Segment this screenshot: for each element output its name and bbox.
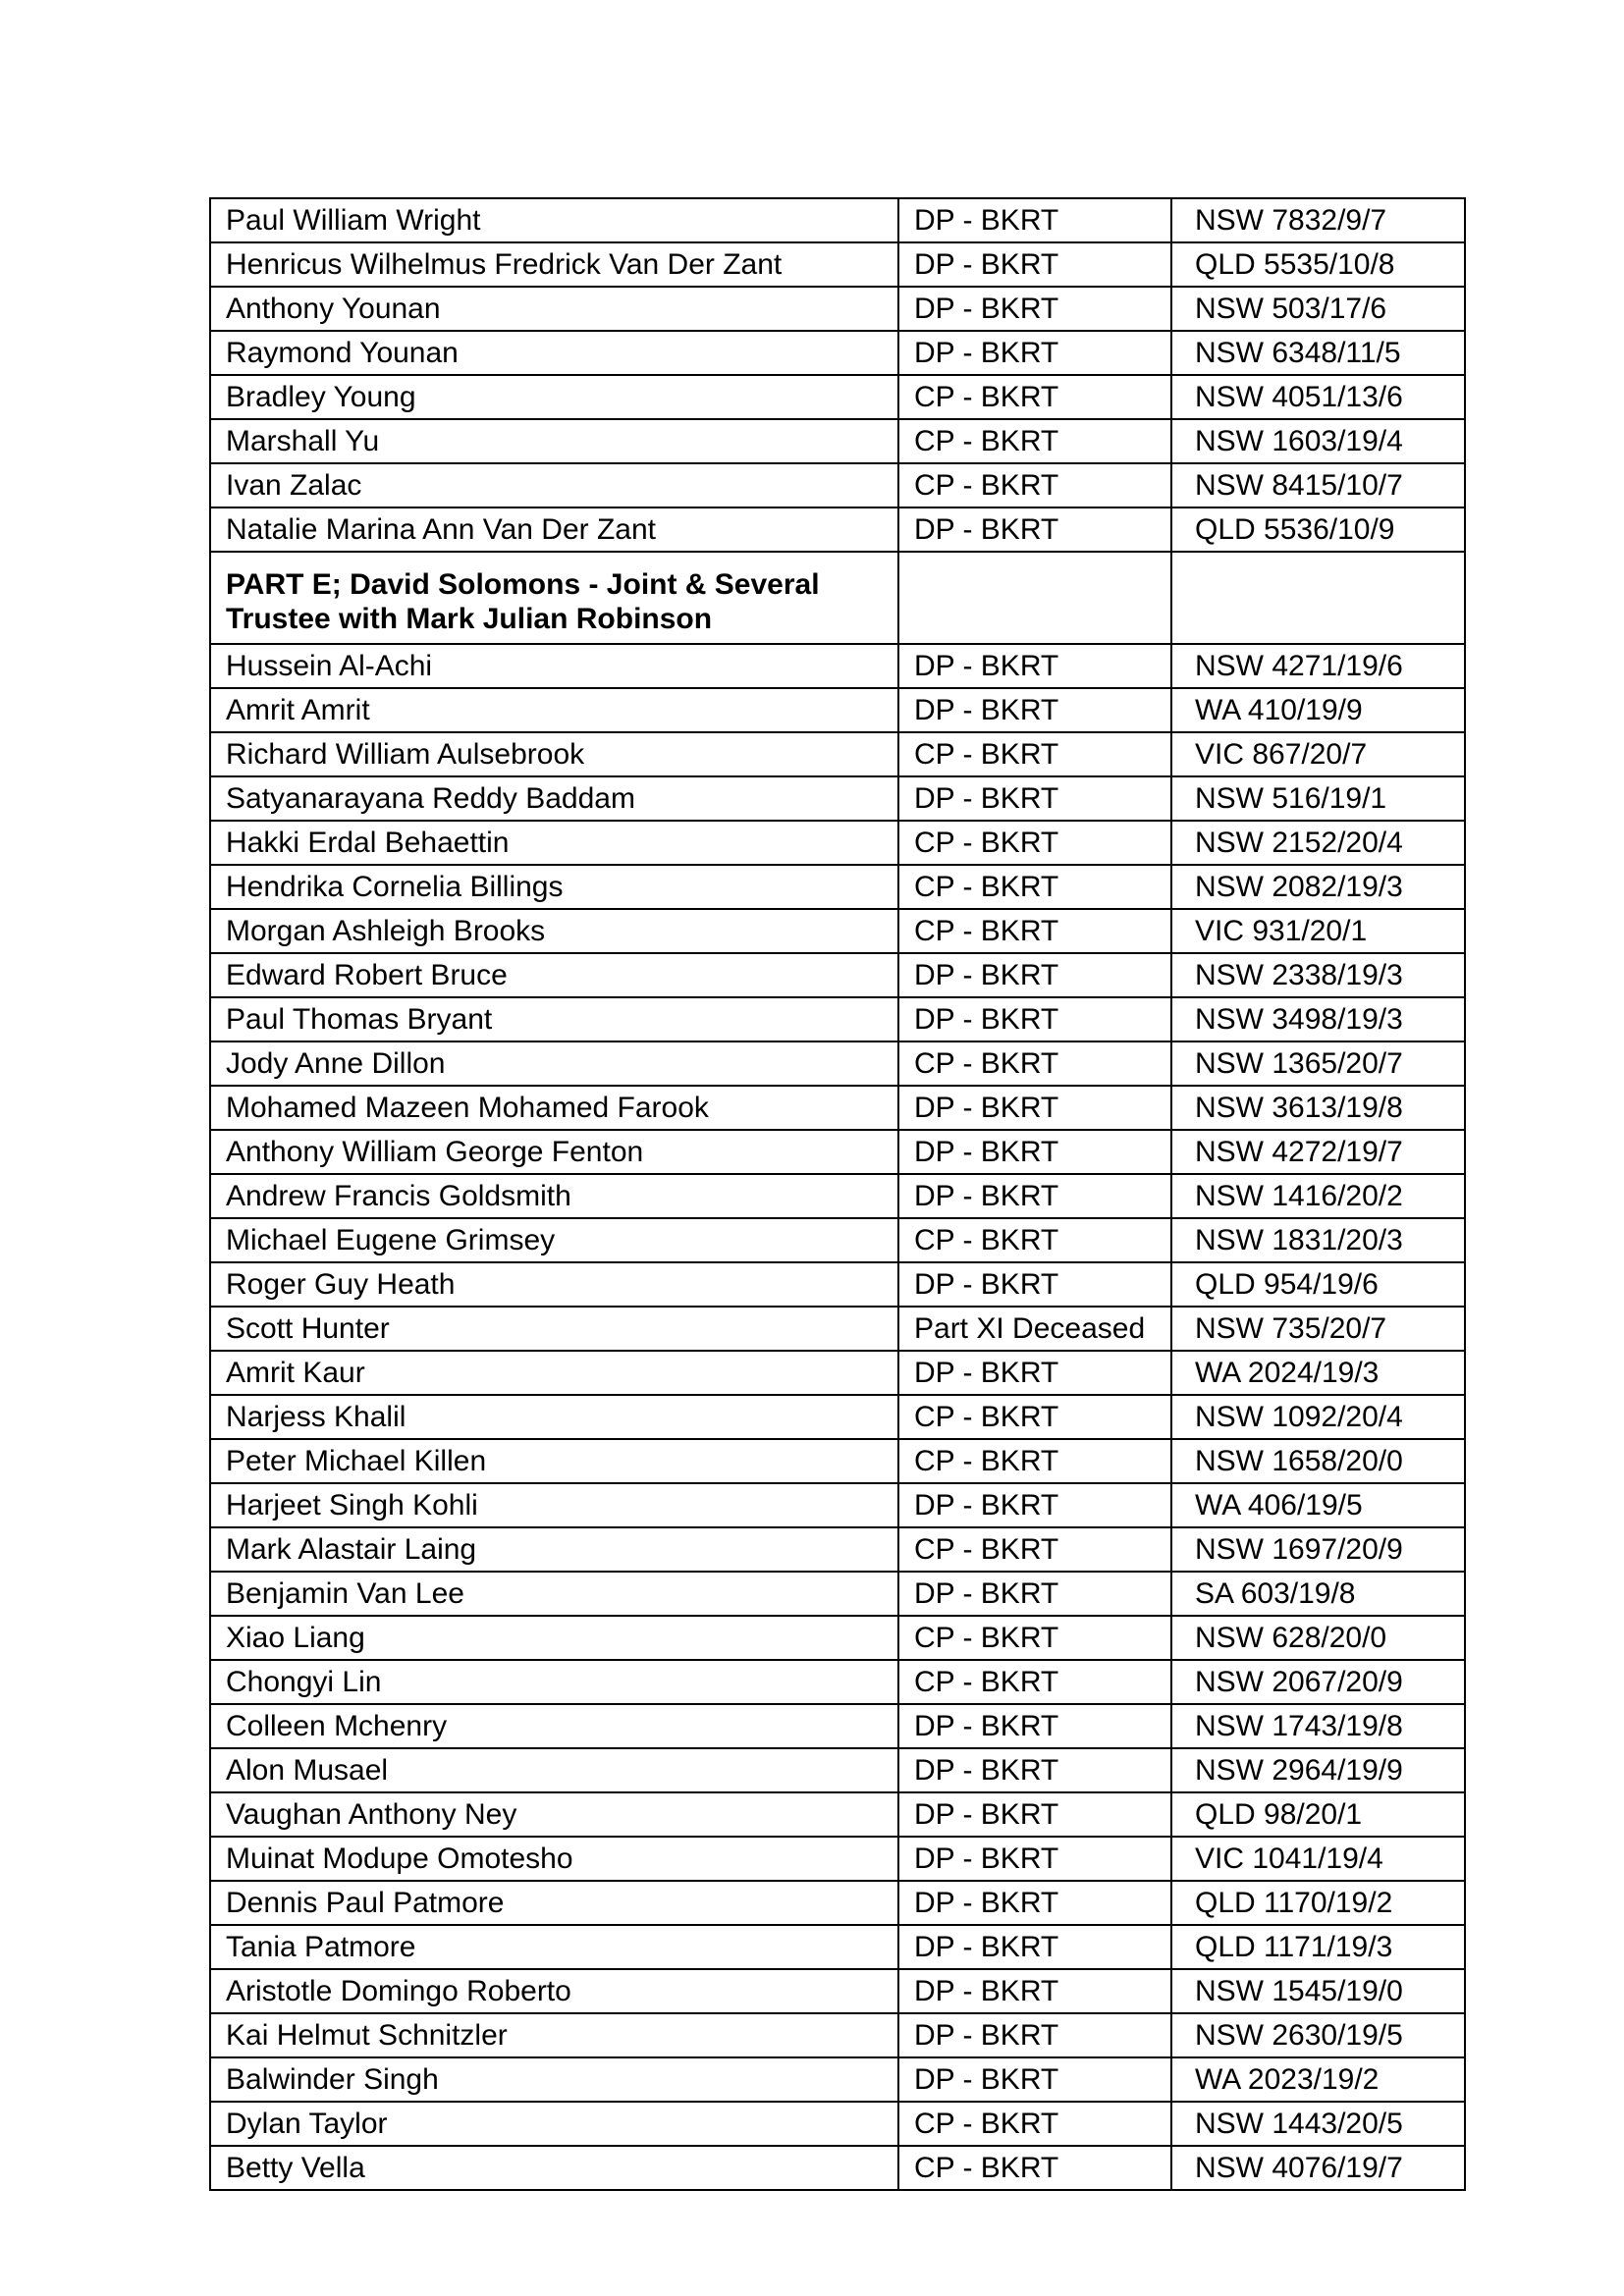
reference-number-cell: NSW 2964/19/9	[1171, 1748, 1465, 1792]
proceeding-type-cell: CP - BKRT	[898, 419, 1171, 463]
table-row	[210, 1704, 1465, 1748]
name-cell: Xiao Liang	[210, 1616, 898, 1660]
reference-number-cell: NSW 2082/19/3	[1171, 865, 1465, 909]
reference-number-cell: NSW 1697/20/9	[1171, 1527, 1465, 1572]
reference-number-cell: NSW 2630/19/5	[1171, 2013, 1465, 2057]
table-body-part-e	[210, 644, 1465, 2190]
proceeding-type-cell: CP - BKRT	[898, 2102, 1171, 2146]
proceeding-type-cell: DP - BKRT	[898, 1483, 1171, 1527]
proceeding-type-cell: CP - BKRT	[898, 463, 1171, 507]
table-row	[210, 1351, 1465, 1395]
proceeding-type-cell: CP - BKRT	[898, 909, 1171, 953]
reference-number-cell: QLD 98/20/1	[1171, 1792, 1465, 1837]
name-cell: Bradley Young	[210, 375, 898, 419]
name-cell: Paul Thomas Bryant	[210, 997, 898, 1041]
proceeding-type-cell: CP - BKRT	[898, 732, 1171, 776]
name-cell: Tania Patmore	[210, 1925, 898, 1969]
proceeding-type-cell: CP - BKRT	[898, 2146, 1171, 2190]
reference-number-cell: QLD 1170/19/2	[1171, 1881, 1465, 1925]
proceeding-type-cell: DP - BKRT	[898, 1881, 1171, 1925]
reference-number-cell: NSW 4076/19/7	[1171, 2146, 1465, 2190]
reference-number-cell: VIC 931/20/1	[1171, 909, 1465, 953]
table-row	[210, 1925, 1465, 1969]
proceeding-type-cell: CP - BKRT	[898, 1527, 1171, 1572]
reference-number-cell: WA 2024/19/3	[1171, 1351, 1465, 1395]
proceeding-type-cell: CP - BKRT	[898, 1041, 1171, 1086]
name-cell: Hakki Erdal Behaettin	[210, 821, 898, 865]
table-row	[210, 1527, 1465, 1572]
reference-number-cell: NSW 4271/19/6	[1171, 644, 1465, 688]
proceeding-type-cell: DP - BKRT	[898, 1925, 1171, 1969]
name-cell: Amrit Kaur	[210, 1351, 898, 1395]
reference-number-cell: NSW 516/19/1	[1171, 776, 1465, 821]
proceeding-type-cell: Part XI Deceased	[898, 1307, 1171, 1351]
proceeding-type-cell: DP - BKRT	[898, 1704, 1171, 1748]
proceeding-type-cell: DP - BKRT	[898, 1572, 1171, 1616]
reference-number-cell: NSW 4272/19/7	[1171, 1130, 1465, 1174]
name-cell: Balwinder Singh	[210, 2057, 898, 2102]
table-row	[210, 375, 1465, 419]
reference-number-cell: NSW 1831/20/3	[1171, 1218, 1465, 1262]
name-cell: Muinat Modupe Omotesho	[210, 1837, 898, 1881]
reference-number-cell: NSW 6348/11/5	[1171, 331, 1465, 375]
proceeding-type-cell: CP - BKRT	[898, 375, 1171, 419]
proceeding-type-cell: DP - BKRT	[898, 1130, 1171, 1174]
name-cell: Hussein Al-Achi	[210, 644, 898, 688]
table-row	[210, 1086, 1465, 1130]
name-cell: Betty Vella	[210, 2146, 898, 2190]
name-cell: Hendrika Cornelia Billings	[210, 865, 898, 909]
section-heading-line1: PART E; David Solomons - Joint & Several	[226, 568, 820, 601]
name-cell: Benjamin Van Lee	[210, 1572, 898, 1616]
name-cell: Harjeet Singh Kohli	[210, 1483, 898, 1527]
table-row	[210, 2102, 1465, 2146]
table-row	[210, 776, 1465, 821]
name-cell: Aristotle Domingo Roberto	[210, 1969, 898, 2013]
name-cell: Narjess Khalil	[210, 1395, 898, 1439]
table-row	[210, 1881, 1465, 1925]
proceeding-type-cell: DP - BKRT	[898, 1086, 1171, 1130]
reference-number-cell: NSW 1658/20/0	[1171, 1439, 1465, 1483]
table-row	[210, 1218, 1465, 1262]
name-cell: Paul William Wright	[210, 198, 898, 242]
proceeding-type-cell: CP - BKRT	[898, 1660, 1171, 1704]
table-row	[210, 732, 1465, 776]
table-row	[210, 1792, 1465, 1837]
proceeding-type-cell: CP - BKRT	[898, 865, 1171, 909]
reference-number-cell: NSW 2152/20/4	[1171, 821, 1465, 865]
name-cell: Edward Robert Bruce	[210, 953, 898, 997]
table-body-top	[210, 198, 1465, 552]
reference-number-cell: VIC 1041/19/4	[1171, 1837, 1465, 1881]
table-row	[210, 1307, 1465, 1351]
table-row	[210, 507, 1465, 552]
table-row	[210, 644, 1465, 688]
table-row	[210, 1262, 1465, 1307]
proceeding-type-cell: DP - BKRT	[898, 1969, 1171, 2013]
table-row	[210, 419, 1465, 463]
table-row	[210, 1969, 1465, 2013]
reference-number-cell: VIC 867/20/7	[1171, 732, 1465, 776]
table-row	[210, 688, 1465, 732]
proceeding-type-cell: CP - BKRT	[898, 1616, 1171, 1660]
name-cell: Peter Michael Killen	[210, 1439, 898, 1483]
name-cell: Satyanarayana Reddy Baddam	[210, 776, 898, 821]
proceeding-type-cell: DP - BKRT	[898, 997, 1171, 1041]
section-heading-line2: Trustee with Mark Julian Robinson	[226, 603, 713, 635]
name-cell: Chongyi Lin	[210, 1660, 898, 1704]
proceeding-type-cell: DP - BKRT	[898, 1262, 1171, 1307]
reference-number-cell: NSW 1443/20/5	[1171, 2102, 1465, 2146]
proceeding-type-cell: DP - BKRT	[898, 242, 1171, 287]
reference-number-cell: WA 2023/19/2	[1171, 2057, 1465, 2102]
reference-number-cell: NSW 1603/19/4	[1171, 419, 1465, 463]
table-row	[210, 2146, 1465, 2190]
proceeding-type-cell: CP - BKRT	[898, 1439, 1171, 1483]
table-row	[210, 242, 1465, 287]
table-row	[210, 865, 1465, 909]
name-cell: Marshall Yu	[210, 419, 898, 463]
table-row	[210, 287, 1465, 331]
name-cell: Anthony William George Fenton	[210, 1130, 898, 1174]
table-row	[210, 1041, 1465, 1086]
table-row	[210, 1572, 1465, 1616]
table-row	[210, 331, 1465, 375]
name-cell: Roger Guy Heath	[210, 1262, 898, 1307]
reference-number-cell: NSW 628/20/0	[1171, 1616, 1465, 1660]
reference-number-cell: SA 603/19/8	[1171, 1572, 1465, 1616]
section-heading-row	[210, 552, 1465, 644]
trustee-register-table	[209, 197, 1466, 2191]
name-cell: Henricus Wilhelmus Fredrick Van Der Zant	[210, 242, 898, 287]
proceeding-type-cell: DP - BKRT	[898, 2057, 1171, 2102]
name-cell: Anthony Younan	[210, 287, 898, 331]
table-row	[210, 1483, 1465, 1527]
table-row	[210, 1395, 1465, 1439]
name-cell: Vaughan Anthony Ney	[210, 1792, 898, 1837]
reference-number-cell: NSW 1416/20/2	[1171, 1174, 1465, 1218]
name-cell: Mohamed Mazeen Mohamed Farook	[210, 1086, 898, 1130]
proceeding-type-cell: CP - BKRT	[898, 1395, 1171, 1439]
name-cell: Alon Musael	[210, 1748, 898, 1792]
table-row	[210, 1130, 1465, 1174]
table-row	[210, 909, 1465, 953]
table-row	[210, 2057, 1465, 2102]
name-cell: Scott Hunter	[210, 1307, 898, 1351]
proceeding-type-cell: DP - BKRT	[898, 331, 1171, 375]
proceeding-type-cell: DP - BKRT	[898, 953, 1171, 997]
reference-number-cell: NSW 2067/20/9	[1171, 1660, 1465, 1704]
name-cell: Richard William Aulsebrook	[210, 732, 898, 776]
reference-number-cell: NSW 8415/10/7	[1171, 463, 1465, 507]
table-row	[210, 821, 1465, 865]
name-cell: Dylan Taylor	[210, 2102, 898, 2146]
reference-number-cell: NSW 3613/19/8	[1171, 1086, 1465, 1130]
name-cell: Michael Eugene Grimsey	[210, 1218, 898, 1262]
table-row	[210, 1837, 1465, 1881]
table-row	[210, 198, 1465, 242]
proceeding-type-cell: DP - BKRT	[898, 688, 1171, 732]
name-cell: Morgan Ashleigh Brooks	[210, 909, 898, 953]
name-cell: Mark Alastair Laing	[210, 1527, 898, 1572]
table-row	[210, 1660, 1465, 1704]
name-cell: Andrew Francis Goldsmith	[210, 1174, 898, 1218]
table-row	[210, 463, 1465, 507]
proceeding-type-cell: DP - BKRT	[898, 1748, 1171, 1792]
section-heading-empty-cell	[898, 552, 1171, 644]
reference-number-cell: QLD 5535/10/8	[1171, 242, 1465, 287]
reference-number-cell: NSW 1092/20/4	[1171, 1395, 1465, 1439]
section-heading-empty-cell	[1171, 552, 1465, 644]
name-cell: Ivan Zalac	[210, 463, 898, 507]
proceeding-type-cell: DP - BKRT	[898, 1351, 1171, 1395]
name-cell: Raymond Younan	[210, 331, 898, 375]
section-part-e-heading-body	[210, 552, 1465, 644]
name-cell: Jody Anne Dillon	[210, 1041, 898, 1086]
proceeding-type-cell: DP - BKRT	[898, 644, 1171, 688]
reference-number-cell: QLD 5536/10/9	[1171, 507, 1465, 552]
table-row	[210, 997, 1465, 1041]
proceeding-type-cell: CP - BKRT	[898, 1218, 1171, 1262]
reference-number-cell: NSW 4051/13/6	[1171, 375, 1465, 419]
reference-number-cell: QLD 1171/19/3	[1171, 1925, 1465, 1969]
proceeding-type-cell: DP - BKRT	[898, 776, 1171, 821]
reference-number-cell: WA 410/19/9	[1171, 688, 1465, 732]
reference-number-cell: WA 406/19/5	[1171, 1483, 1465, 1527]
proceeding-type-cell: CP - BKRT	[898, 821, 1171, 865]
table-row	[210, 953, 1465, 997]
table-row	[210, 1616, 1465, 1660]
reference-number-cell: NSW 503/17/6	[1171, 287, 1465, 331]
reference-number-cell: NSW 735/20/7	[1171, 1307, 1465, 1351]
section-heading-cell	[210, 552, 898, 644]
name-cell: Kai Helmut Schnitzler	[210, 2013, 898, 2057]
reference-number-cell: NSW 1365/20/7	[1171, 1041, 1465, 1086]
table-row	[210, 1748, 1465, 1792]
reference-number-cell: NSW 2338/19/3	[1171, 953, 1465, 997]
reference-number-cell: NSW 1743/19/8	[1171, 1704, 1465, 1748]
table-row	[210, 1439, 1465, 1483]
reference-number-cell: NSW 1545/19/0	[1171, 1969, 1465, 2013]
name-cell: Natalie Marina Ann Van Der Zant	[210, 507, 898, 552]
proceeding-type-cell: DP - BKRT	[898, 507, 1171, 552]
proceeding-type-cell: DP - BKRT	[898, 1837, 1171, 1881]
proceeding-type-cell: DP - BKRT	[898, 1174, 1171, 1218]
reference-number-cell: QLD 954/19/6	[1171, 1262, 1465, 1307]
proceeding-type-cell: DP - BKRT	[898, 198, 1171, 242]
reference-number-cell: NSW 7832/9/7	[1171, 198, 1465, 242]
name-cell: Colleen Mchenry	[210, 1704, 898, 1748]
name-cell: Dennis Paul Patmore	[210, 1881, 898, 1925]
table-row	[210, 1174, 1465, 1218]
proceeding-type-cell: DP - BKRT	[898, 2013, 1171, 2057]
name-cell: Amrit Amrit	[210, 688, 898, 732]
proceeding-type-cell: DP - BKRT	[898, 1792, 1171, 1837]
table-row	[210, 2013, 1465, 2057]
reference-number-cell: NSW 3498/19/3	[1171, 997, 1465, 1041]
proceeding-type-cell: DP - BKRT	[898, 287, 1171, 331]
